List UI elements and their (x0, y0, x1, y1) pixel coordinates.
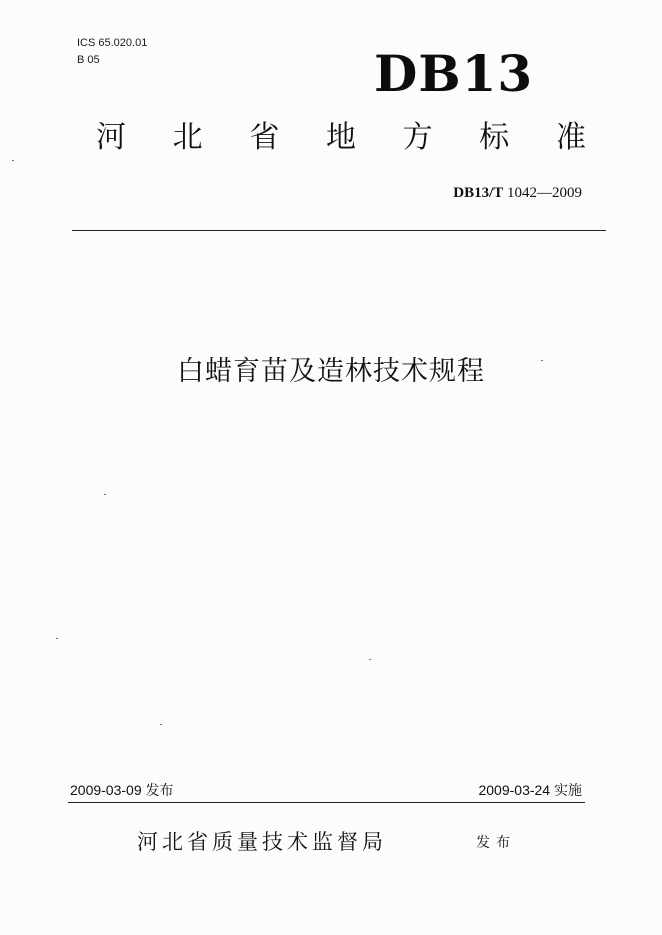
document-title: 白蜡育苗及造林技术规程 (177, 356, 485, 387)
standard-type-char: 方 (402, 120, 433, 155)
standard-type-char: 地 (325, 120, 356, 155)
standard-type-char: 准 (555, 120, 586, 155)
implementation-date: 2009-03-24 实施 (478, 782, 582, 798)
scan-speck (104, 494, 106, 495)
standard-type-char: 北 (172, 120, 203, 155)
issuer-action: 发布 (476, 835, 516, 851)
standard-code: DB13 (374, 44, 534, 103)
standard-type-heading (96, 118, 586, 158)
scan-speck (56, 638, 58, 639)
standard-number-rest: 1042—2009 (503, 185, 582, 201)
standard-number-prefix: DB13/T (453, 185, 504, 201)
footer-divider (68, 802, 585, 803)
standard-type-char: 省 (249, 120, 280, 155)
standard-number (453, 183, 582, 203)
header-divider (72, 230, 606, 231)
standard-type-char: 河 (96, 120, 126, 155)
issuing-authority: 河北省质量技术监督局 (137, 830, 387, 854)
scan-speck (369, 659, 371, 660)
scan-speck (12, 160, 14, 161)
scan-speck (160, 724, 162, 725)
issue-date: 2009-03-09 发布 (70, 782, 174, 798)
ccs-classification: B 05 (77, 54, 100, 66)
scan-speck (541, 360, 543, 361)
standard-type-char: 标 (479, 120, 510, 155)
ics-classification: ICS 65.020.01 (77, 37, 148, 49)
